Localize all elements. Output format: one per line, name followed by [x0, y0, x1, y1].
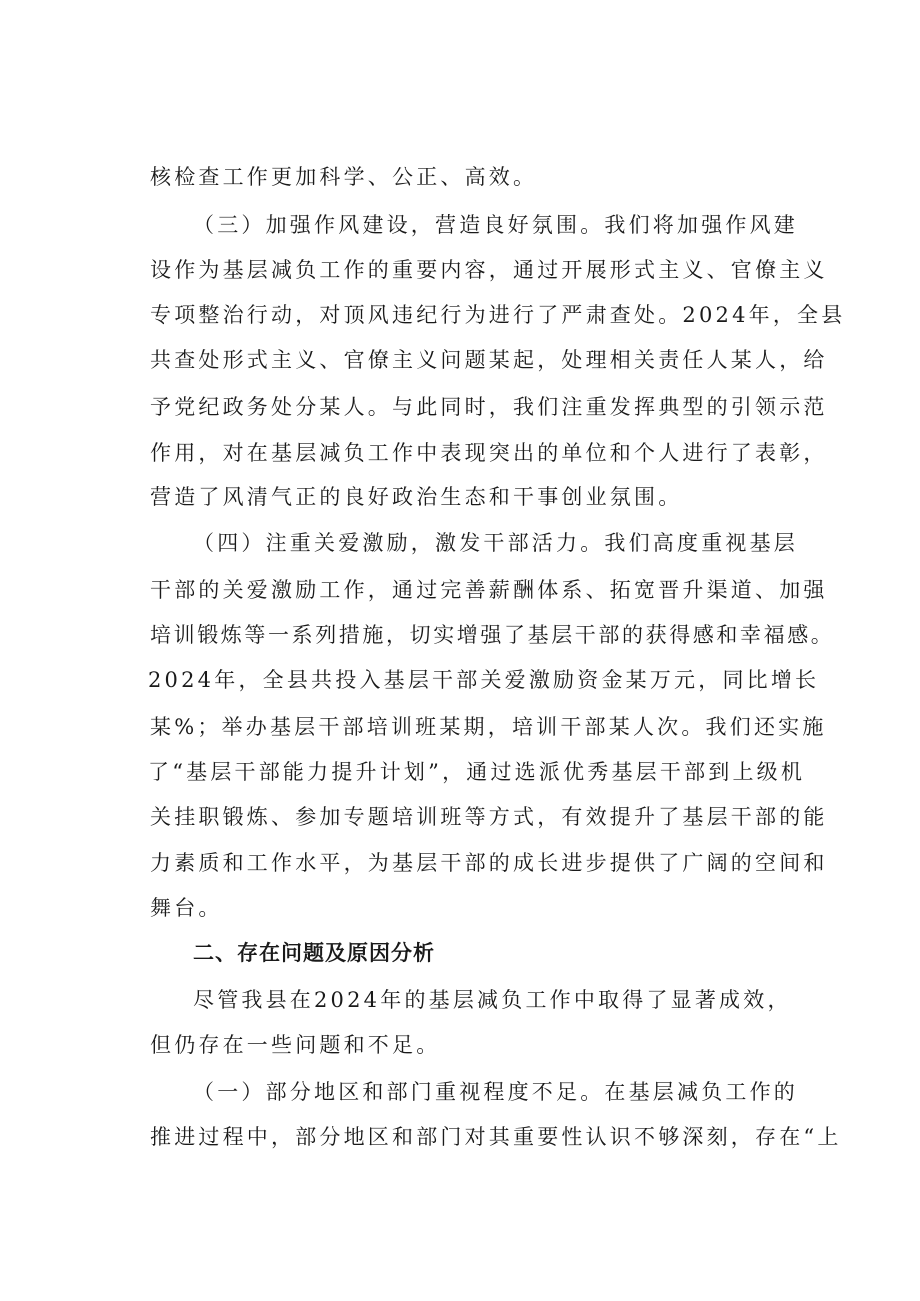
body-text-line: 核检查工作更加科学、公正、高效。	[150, 165, 538, 189]
body-text-line: 专项整治行动，对顶风违纪行为进行了严肃查处。2024年，全县	[150, 303, 846, 327]
body-text-line: 共查处形式主义、官僚主义问题某起，处理相关责任人某人，给	[150, 348, 828, 372]
body-text-line: 设作为基层减负工作的重要内容，通过开展形式主义、官僚主义	[150, 258, 828, 282]
body-text-line: 某%；举办基层干部培训班某期，培训干部某人次。我们还实施	[150, 715, 827, 739]
body-text-line: 但仍存在一些问题和不足。	[150, 1033, 441, 1057]
body-text-line: 尽管我县在2024年的基层减负工作中取得了显著成效，	[193, 988, 792, 1012]
section-lead-line: （一）部分地区和部门重视程度不足。在基层减负工作的	[193, 1080, 798, 1104]
body-text-line: 营造了风清气正的良好政治生态和干事创业氛围。	[150, 485, 683, 509]
body-text-line: 力素质和工作水平，为基层干部的成长进步提供了广阔的空间和	[150, 851, 828, 875]
body-text-line: 关挂职锻炼、参加专题培训班等方式，有效提升了基层干部的能	[150, 805, 828, 829]
body-text-line: 予党纪政务处分某人。与此同时，我们注重发挥典型的引领示范	[150, 395, 828, 419]
body-text-line: 培训锻炼等一系列措施，切实增强了基层干部的获得感和幸福感。	[150, 623, 835, 647]
body-text-line: 了“基层干部能力提升计划”，通过选派优秀基层干部到上级机	[148, 760, 806, 784]
body-text-line: 2024年，全县共投入基层干部关爱激励资金某万元，同比增长	[148, 668, 820, 692]
section-lead-line: （三）加强作风建设，营造良好氛围。我们将加强作风建	[193, 213, 798, 237]
body-text-line: 舞台。	[150, 896, 223, 920]
body-text-line: 干部的关爱激励工作，通过完善薪酬体系、拓宽晋升渠道、加强	[150, 578, 828, 602]
section-heading: 二、存在问题及原因分析	[193, 941, 435, 965]
body-text-line: 推进过程中，部分地区和部门对其重要性认识不够深刻，存在“上	[150, 1125, 842, 1149]
section-lead-line: （四）注重关爱激励，激发干部活力。我们高度重视基层	[193, 531, 798, 555]
body-text-line: 作用，对在基层减负工作中表现突出的单位和个人进行了表彰，	[150, 441, 828, 465]
